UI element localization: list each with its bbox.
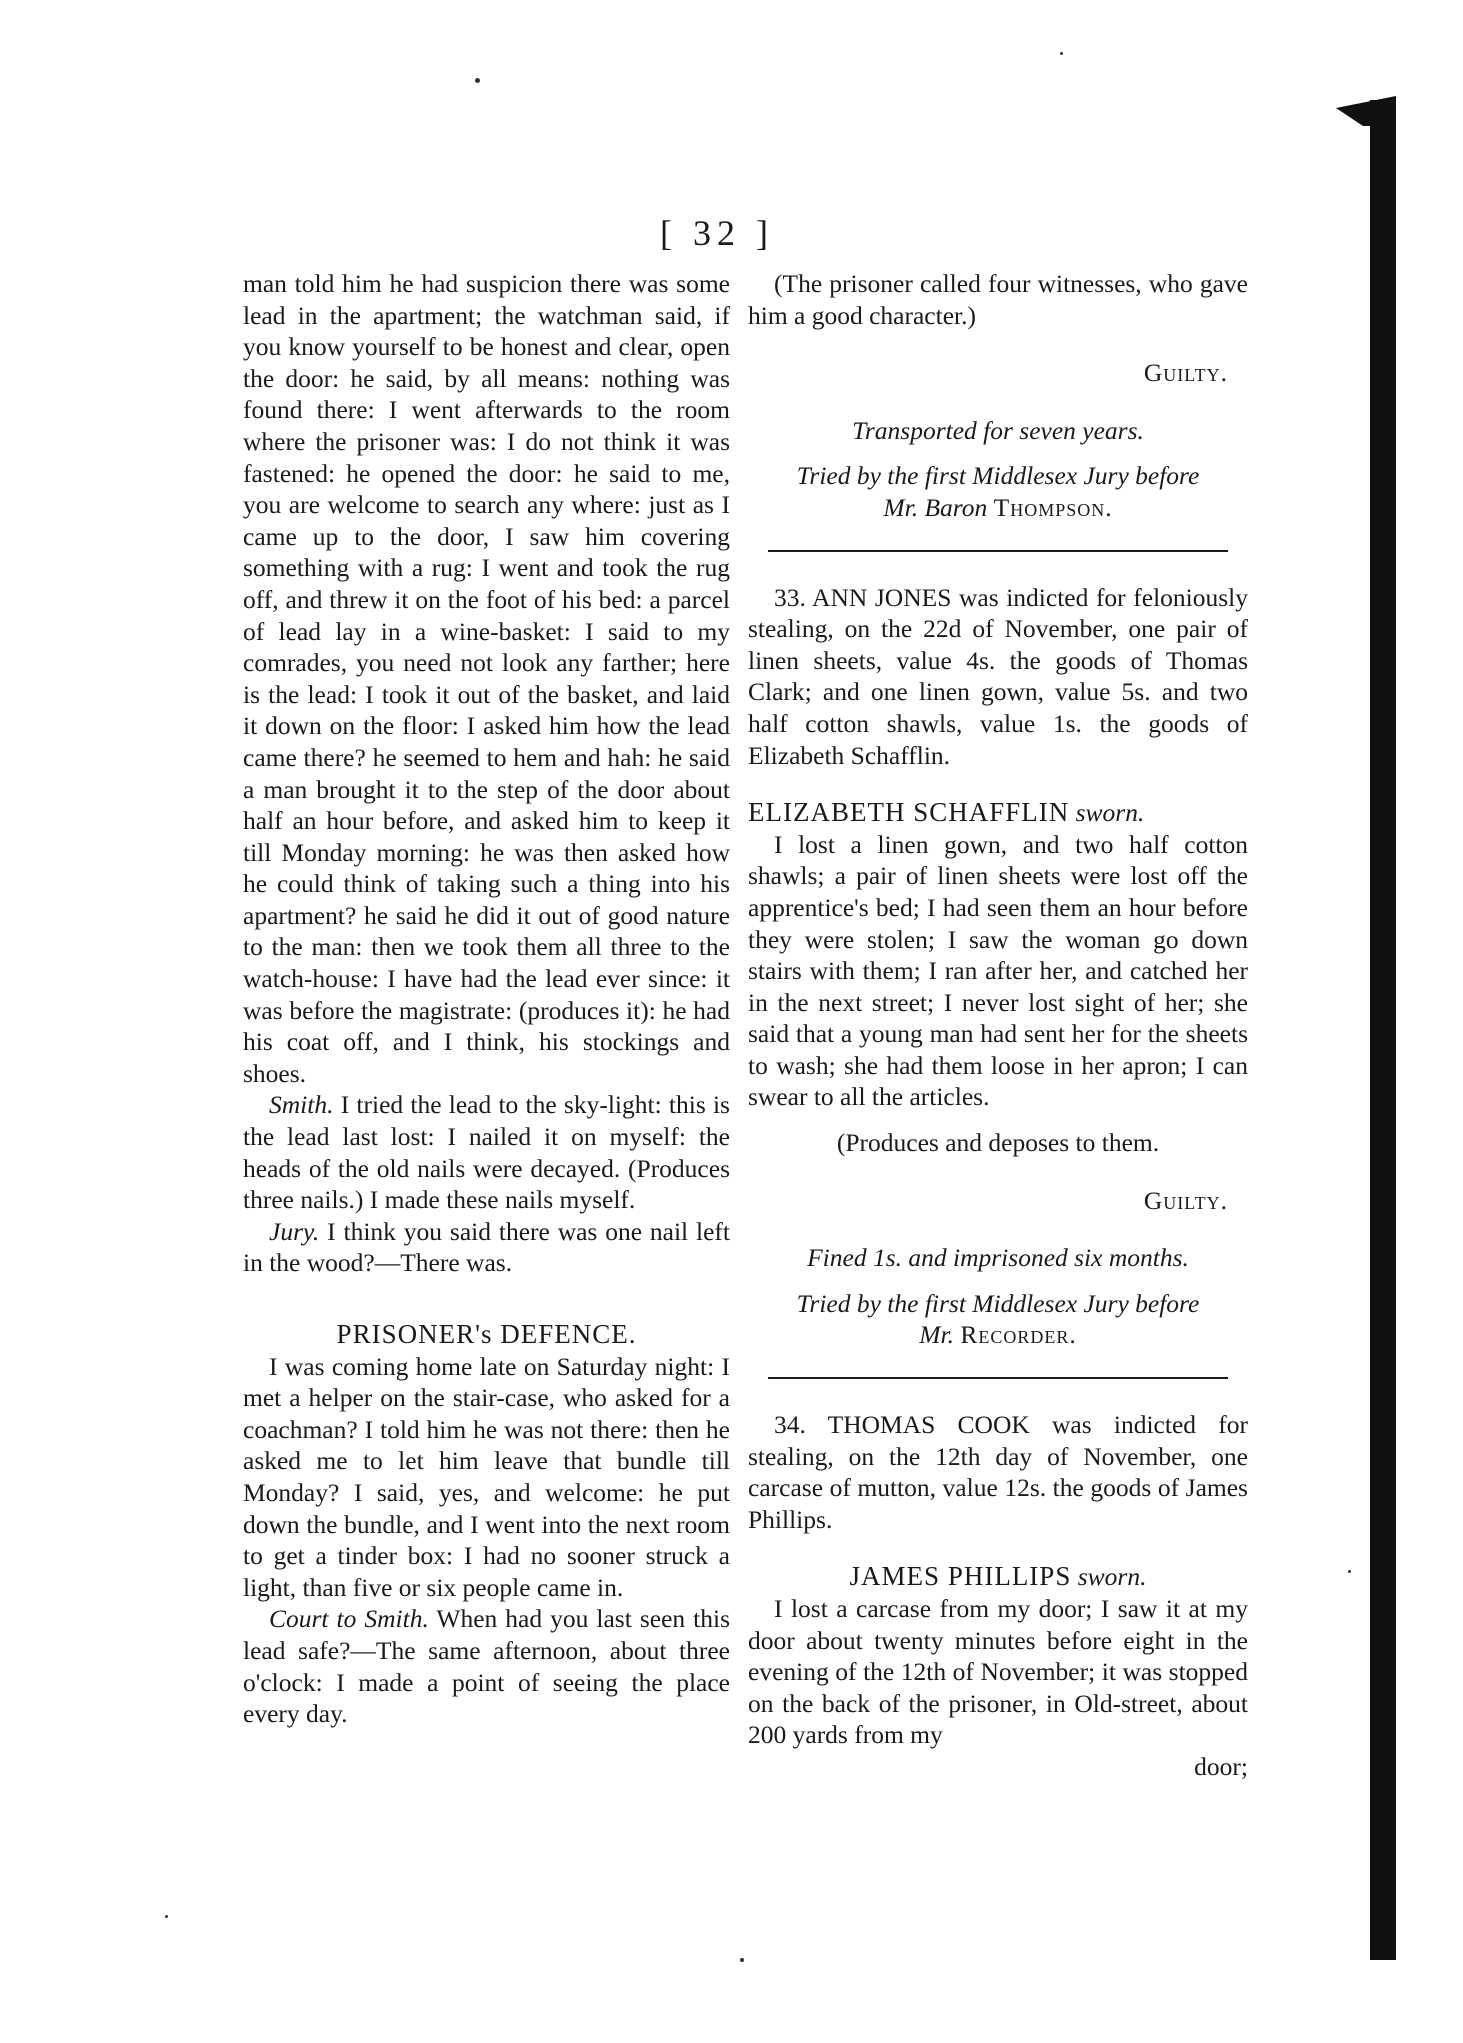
judge-name: Recorder. [960, 1320, 1077, 1350]
witness-testimony: I lost a carcase from my door; I saw it at my door about twenty minutes before eight in the evening of the 12th of November; it was stopped on the back of the prisoner, in Old-street, about 200 yards from my [748, 1594, 1248, 1750]
witness-heading [748, 797, 1248, 829]
speaker-label: Jury. [269, 1216, 320, 1246]
sworn-label: sworn. [1077, 1562, 1147, 1592]
verdict-guilty: Guilty. [1143, 1185, 1228, 1215]
speaker-label: Court to Smith. [269, 1604, 429, 1634]
judge-title: Mr. Baron [883, 492, 988, 522]
speaker-label: Smith. [269, 1090, 334, 1120]
jury-question [243, 1216, 730, 1279]
scan-speck [165, 1915, 168, 1918]
defence-paragraph: I was coming home late on Saturday night: I met a helper on the stair-case, who asked for a coachman? I told him he was not there: then he asked me to let him leave that bundle till Monday? I said, yes, and welcome: he put down the bundle, and I went into the next room to get a tinder box: I had no sooner struck a light, than five or six people came in. [243, 1351, 730, 1602]
witness-heading [748, 1561, 1248, 1593]
tried-by-line: Tried by the first Middlesex Jury before [796, 1288, 1200, 1318]
tried-by-judge [748, 1319, 1248, 1351]
judge-title: Mr. [919, 1320, 954, 1350]
witness-name: JAMES PHILLIPS [849, 1561, 1072, 1592]
binding-edge [1370, 100, 1396, 1960]
testimony-paragraph: man told him he had suspicion there was some lead in the apartment; the watchman said, if you know yourself to be honest and clear, open the door: he said, by all means: nothing was found there: I went afterwards to the room where the prisoner was: I do not think it was fastened: he opened the door: he said to me, you are welcome to search any where: just as I came up to the door, I saw him covering something with a rug: I went and took the rug off, and threw it on the foot of his bed: a parcel of lead lay in a wine-basket: I said to my comrades, you need not look any farther; here is the lead: I took it out of the basket, and laid it down on the floor: I asked him how the lead came there? he seemed to hem and hah: he said a man brought it to the step of the door about half an hour before, and asked him to keep it till Monday morning: he was then asked how he could think of taking such a thing into his apartment? he said he did it out of good nature to the man: then we took them all three to the watch-house: I have had the lead ever since: it was before the magistrate: (produces it): he had his coat off, and I think, his stockings and shoes. [243, 269, 730, 1088]
witness-testimony: I lost a linen gown, and two half cotton shawls; a pair of linen sheets were lost off the apprentice's bed; I had seen them an hour before they were stolen; I saw the woman go down stairs with them; I ran after her, and catched her in the next street; I never lost sight of her; she said that a young man had sent her for the sheets to wash; she had them loose in her apron; I can swear to all the articles. [748, 829, 1248, 1112]
witnesses-note: (The prisoner called four witnesses, who gave him a good character.) [748, 269, 1248, 330]
tried-by-line: Tried by the first Middlesex Jury before [796, 461, 1200, 491]
case-indictment: 34. THOMAS COOK was indicted for stealing, on the 12th day of November, one carcase of mutton, value 12s. the goods of James Phillips. [748, 1410, 1248, 1534]
produces-note: (Produces and deposes to them. [836, 1128, 1160, 1158]
tried-by [748, 460, 1248, 523]
case-indictment: 33. ANN JONES was indicted for feloniously stealing, on the 22d of November, one pair of linen sheets, value 4s. the goods of Thomas Clark; and one linen gown, value 5s. and two half cotton shawls, value 1s. the goods of Elizabeth Schafflin. [748, 582, 1248, 770]
witness-name: ELIZABETH SCHAFFLIN [748, 797, 1070, 828]
tried-by-judge [748, 492, 1248, 524]
smith-testimony [243, 1089, 730, 1215]
speech-text: When had you last seen this lead safe?—The same afternoon, about three o'clock: I made a point of seeing the place every day. [243, 1604, 730, 1729]
speech-text: I think you said there was one nail left in the wood?—There was. [243, 1216, 730, 1278]
scan-speck [1348, 1570, 1351, 1573]
sentence: Fined 1s. and imprisoned six months. [807, 1243, 1189, 1273]
left-column [243, 268, 730, 1730]
sentence: Transported for seven years. [852, 415, 1144, 445]
section-divider [768, 550, 1228, 552]
judge-name: Thompson. [993, 492, 1113, 522]
right-column [748, 268, 1248, 1783]
verdict-guilty: Guilty. [1143, 358, 1228, 388]
page-number: [ 32 ] [660, 213, 774, 253]
court-question [243, 1603, 730, 1729]
tried-by [748, 1288, 1248, 1351]
speech-text: I tried the lead to the sky-light: this is the lead last lost: I nailed it on myself: the heads of the old nails were decayed. (Produces three nails.) I made these nails myself. [243, 1090, 730, 1215]
defence-heading: PRISONER's DEFENCE. [336, 1319, 637, 1349]
scan-speck [1060, 52, 1063, 55]
scan-speck [475, 78, 480, 83]
catchword: door; [1194, 1751, 1248, 1781]
scan-speck [740, 1958, 744, 1962]
sworn-label: sworn. [1075, 798, 1145, 828]
section-divider [768, 1377, 1228, 1379]
